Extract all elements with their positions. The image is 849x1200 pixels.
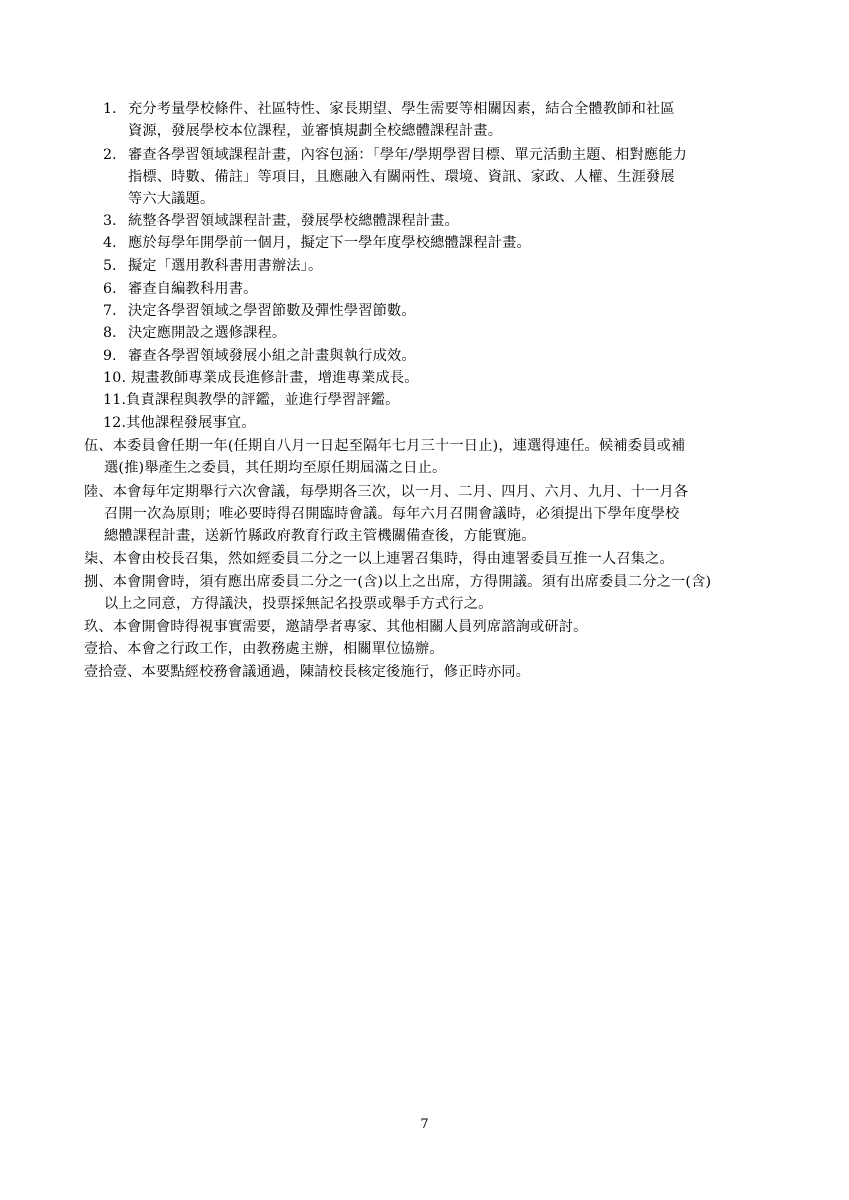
list-item-text: 資源，發展學校本位課程，並審慎規劃全校總體課程計畫。 xyxy=(128,123,503,139)
list-item-number: 8. xyxy=(103,325,117,341)
list-item-text: 11.負責課程與教學的評鑑，並進行學習評鑑。 xyxy=(103,392,400,408)
list-item-number: 2. xyxy=(103,147,117,163)
article-text: 召開一次為原則；唯必要時得召開臨時會議。每年六月召開會議時，必須提出下學年度學校 xyxy=(104,506,680,522)
list-item-number: 6. xyxy=(103,281,117,297)
article-text: 以上之同意，方得議決，投票採無記名投票或舉手方式行之。 xyxy=(104,596,493,612)
article-text: 柒、本會由校長召集，然如經委員二分之一以上連署召集時，得由連署委員互推一人召集之。 xyxy=(84,551,674,567)
list-item-number: 5. xyxy=(103,258,117,274)
list-item-text: 12.其他課程發展事宜。 xyxy=(103,415,256,431)
list-item-text: 10. 規畫教師專業成長進修計畫，增進專業成長。 xyxy=(103,370,419,386)
list-item-number: 9. xyxy=(103,348,117,364)
list-item-text: 擬定「選用教科書用書辦法」。 xyxy=(128,258,323,274)
list-item-text: 審查自編教科用書。 xyxy=(128,281,258,297)
list-item-text: 等六大議題。 xyxy=(128,191,215,207)
page-number: 7 xyxy=(420,1117,429,1132)
list-item-text: 審查各學習領域發展小組之計畫與執行成效。 xyxy=(128,348,416,364)
list-item-number: 3. xyxy=(103,213,117,229)
list-item-text: 指標、時數、備註」等項目，且應融入有關兩性、環境、資訊、家政、人權、生涯發展 xyxy=(128,169,675,185)
list-item-number: 4. xyxy=(103,235,117,251)
article-text: 壹拾、本會之行政工作，由教務處主辦，相關單位協辦。 xyxy=(84,641,444,657)
list-item-text: 決定應開設之選修課程。 xyxy=(128,325,287,341)
article-text: 玖、本會開會時得視事實需要，邀請學者專家、其他相關人員列席諮詢或研討。 xyxy=(84,619,588,635)
list-item-text: 審查各學習領域課程計畫，內容包涵：「學年/學期學習目標、單元活動主題、相對應能力 xyxy=(128,147,687,163)
article-text: 選(推)舉產生之委員，其任期均至原任期屆滿之日止。 xyxy=(104,460,447,476)
list-item-number: 1. xyxy=(103,101,117,117)
list-item-text: 充分考量學校條件、社區特性、家長期望、學生需要等相關因素，結合全體教師和社區 xyxy=(128,101,675,117)
article-text: 總體課程計畫，送新竹縣政府教育行政主管機關備查後，方能實施。 xyxy=(104,528,536,544)
article-text: 捌、本會開會時，須有應出席委員二分之一(含)以上之出席，方得開議。須有出席委員二分之一(含) xyxy=(84,574,712,590)
article-text: 伍、本委員會任期一年(任期自八月一日起至隔年七月三十一日止)，連選得連任。候補委員或補 xyxy=(84,438,686,454)
list-item-text: 統整各學習領域課程計畫，發展學校總體課程計畫。 xyxy=(128,213,459,229)
article-text: 壹拾壹、本要點經校務會議通過，陳請校長核定後施行，修正時亦同。 xyxy=(84,664,531,680)
list-item-text: 應於每學年開學前一個月，擬定下一學年度學校總體課程計畫。 xyxy=(128,235,531,251)
list-item-number: 7. xyxy=(103,303,117,319)
list-item-text: 決定各學習領域之學習節數及彈性學習節數。 xyxy=(128,303,416,319)
article-text: 陸、本會每年定期舉行六次會議，每學期各三次，以一月、二月、四月、六月、九月、十一月各 xyxy=(84,484,689,500)
